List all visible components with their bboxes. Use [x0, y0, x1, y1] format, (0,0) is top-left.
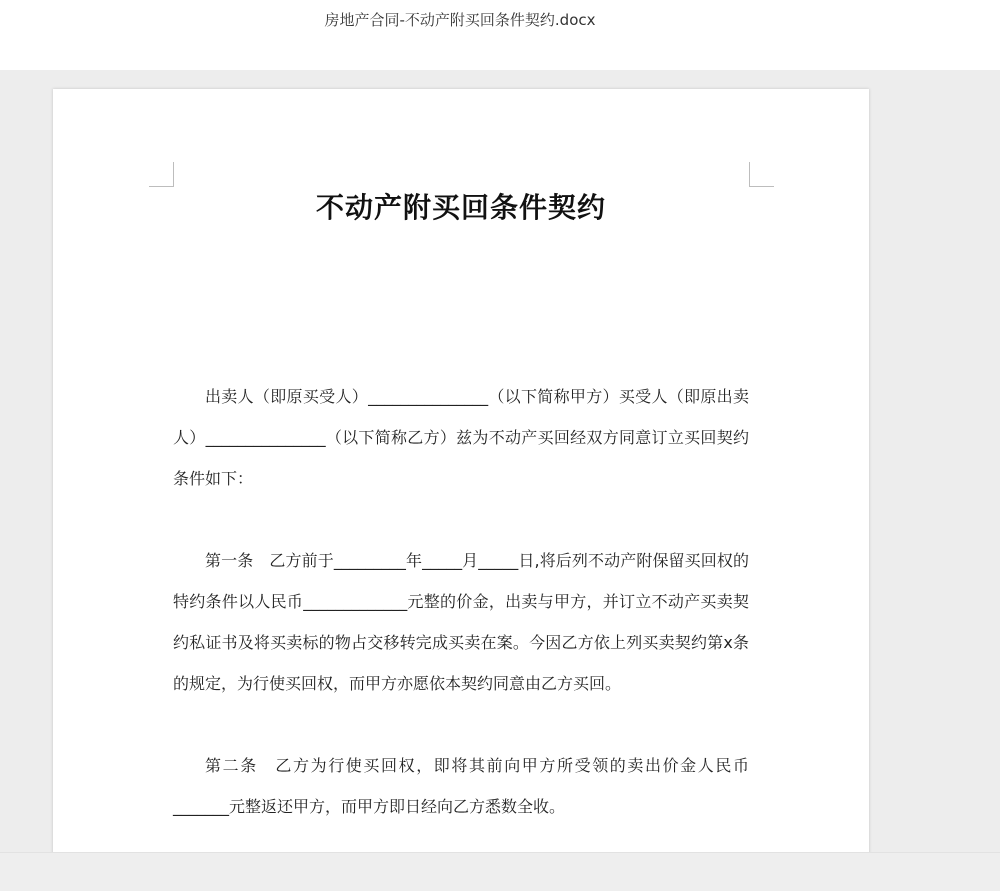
bottom-bar	[0, 852, 1000, 891]
document-filename: 房地产合同-不动产附买回条件契约.docx	[324, 11, 596, 29]
paragraph-intro: 出卖人（即原买受人）_______________（以下简称甲方）买受人（即原出卖人）_______________（以下简称乙方）兹为不动产买回经双方同意订立买回契约条件如下：	[173, 387, 749, 488]
margin-corner-top-right	[749, 162, 774, 187]
margin-corner-top-left	[149, 162, 174, 187]
document-body	[173, 376, 749, 827]
paragraph-article-2: 第二条 乙方为行使买回权，即将其前向甲方所受领的卖出价金人民币_______元整返还甲方，而甲方即日经向乙方悉数全收。	[173, 756, 749, 816]
paragraph-article-1: 第一条 乙方前于_________年_____月_____日,将后列不动产附保留买回权的特约条件以人民币_____________元整的价金，出卖与甲方，并订立不动产买卖契约私证书及将买卖标的物占交移转完成买卖在案。今因乙方依上列买卖契约第x条的规定，为行使买回权，而甲方亦愿依本契约同意由乙方买回。	[173, 551, 749, 693]
document-page[interactable]	[53, 89, 869, 852]
title-bar	[0, 0, 1000, 70]
document-heading: 不动产附买回条件契约	[315, 191, 606, 224]
document-viewer[interactable]	[0, 70, 1000, 852]
